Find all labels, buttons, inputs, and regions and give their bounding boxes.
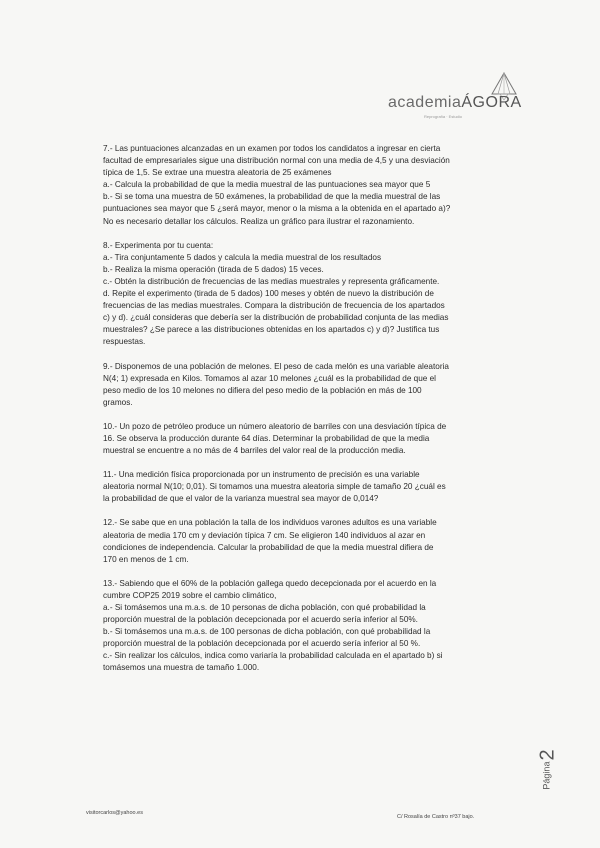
exercise-line: cumbre COP25 2019 sobre el cambio climático, (103, 590, 277, 600)
footer-address: C/ Rosalía de Castro nº37 bajo. (397, 814, 475, 820)
exercise-line: facultad de empresariales sigue una distribución normal con una media de 4,5 y una desviación (103, 156, 450, 166)
exercise-line: gramos. (103, 397, 133, 407)
exercise-9 (103, 361, 519, 409)
exercise-10 (103, 421, 519, 457)
page-label: Página (541, 761, 552, 790)
exercise-line: tomásemos una muestra de tamaño 1.000. (103, 663, 260, 673)
exercise-line: respuestas. (103, 337, 146, 347)
exercise-line: No es necesario detallar los cálculos. Realiza un gráfico para ilustrar el razonamiento. (103, 216, 415, 226)
exercise-line: b.- Realiza la misma operación (tirada de 5 dados) 15 veces. (103, 264, 324, 274)
exercise-line: 12.- Se sabe que en una población la talla de los individuos varones adultos es una variable (103, 518, 437, 528)
exercise-line: 9.- Disponemos de una población de melones. El peso de cada melón es una variable aleatoria (103, 361, 449, 371)
exercise-line: a.- Calcula la probabilidad de que la media muestral de las puntuaciones sea mayor que 5 (103, 180, 431, 190)
exercise-line: 7.- Las puntuaciones alcanzadas en un examen por todos los candidatos a ingresar en cierta (103, 144, 441, 153)
exercise-line: peso medio de los 10 melones no difiera del peso medio de la población en más de 100 (103, 385, 422, 395)
exercise-line: frecuencias de las medias muestrales. Compara la distribución de frecuencia de los apartados (103, 301, 445, 311)
logo-subtitle: Reprografía · Estudio (424, 114, 463, 119)
exercise-line: 16. Se observa la producción durante 64 días. Determinar la probabilidad de que la media (103, 433, 430, 443)
exercise-line: típica de 1,5. Se extrae una muestra aleatoria de 25 exámenes (103, 168, 332, 178)
exercise-line: b.- Si tomásemos una m.a.s. de 100 personas de dicha población, con qué probabilidad la (103, 627, 431, 637)
exercise-line: muestral se encuentre a no más de 4 barriles del valor real de la producción media. (103, 446, 406, 456)
academia-agora-logo (388, 72, 528, 122)
exercise-line: 11.- Una medición física proporcionada por un instrumento de precisión es una variable (103, 470, 420, 480)
exercise-line: N(4; 1) expresada en Kilos. Tomamos al azar 10 melones ¿cuál es la probabilidad de que el (103, 373, 436, 383)
exercise-line: aleatoria de media 170 cm y deviación típica 7 cm. Se eligieron 140 individuos al azar en (103, 530, 426, 540)
page-number (536, 740, 564, 800)
exercise-line: 10.- Un pozo de petróleo produce un número aleatorio de barriles con una desviación típica de (103, 421, 447, 431)
logo-brand-left: academia (388, 94, 462, 111)
exercise-line: proporción muestral de la población decepcionada por el acuerdo sería inferior al 50%. (103, 615, 418, 625)
exercise-8 (103, 240, 519, 349)
exercise-list (103, 143, 519, 687)
exercise-line: d. Repite el experimento (tirada de 5 dados) 100 meses y obtén de nuevo la distribución de (103, 289, 434, 299)
exercise-line: proporción muestral de la población decepcionada por el acuerdo sería inferior al 50 %. (103, 639, 421, 649)
exercise-11 (103, 469, 519, 505)
exercise-line: 8.- Experimenta por tu cuenta: (103, 240, 214, 250)
exercise-line: 170 en menos de 1 cm. (103, 554, 189, 564)
page-number-value: 2 (536, 749, 559, 761)
exercise-line: a.- Si tomásemos una m.a.s. de 10 personas de dicha población, con qué probabilidad la (103, 603, 426, 612)
exercise-line: 13.- Sabiendo que el 60% de la población gallega quedo decepcionada por el acuerdo en la (103, 578, 437, 588)
footer-email: visitorcarlos@yahoo.es (86, 810, 143, 816)
exercise-line: a.- Tira conjuntamente 5 dados y calcula la media muestral de los resultados (103, 252, 382, 262)
exercise-line: muestrales? ¿Se parece a las distribuciones obtenidas en los apartados c) y d)? Justifica tus (103, 325, 440, 335)
logo-wordmark (388, 94, 522, 112)
exercise-line: puntuaciones sea mayor que 5 ¿será mayor, menor o la misma a la obtenida en el apartado a)? (103, 204, 451, 214)
logo-brand-right: ÁGORA (461, 94, 522, 111)
exercise-line: aleatoria normal N(10; 0,01). Si tomamos una muestra aleatoria simple de tamaño 20 ¿cuál es (103, 482, 446, 492)
exercise-line: c.- Obtén la distribución de frecuencias de las medias muestrales y representa gráficamente. (103, 276, 440, 286)
exercise-line: b.- Si se toma una muestra de 50 exámenes, la probabilidad de que la media muestral de las (103, 192, 441, 202)
exercise-7 (103, 143, 519, 228)
exercise-line: la probabilidad de que el valor de la varianza muestral sea mayor de 0,014? (103, 494, 379, 504)
exercise-13 (103, 578, 519, 675)
exercise-line: c.- Sin realizar los cálculos, indica como variaría la probabilidad calculada en el apartado b) si (103, 651, 443, 661)
exercise-line: condiciones de independencia. Calcular la probabilidad de que la media muestral difiera de (103, 542, 434, 552)
exercise-12 (103, 517, 519, 565)
exercise-line: c) y d). ¿cuál consideras que debería ser la distribución de probabilidad conjunta de las medias (103, 313, 449, 323)
